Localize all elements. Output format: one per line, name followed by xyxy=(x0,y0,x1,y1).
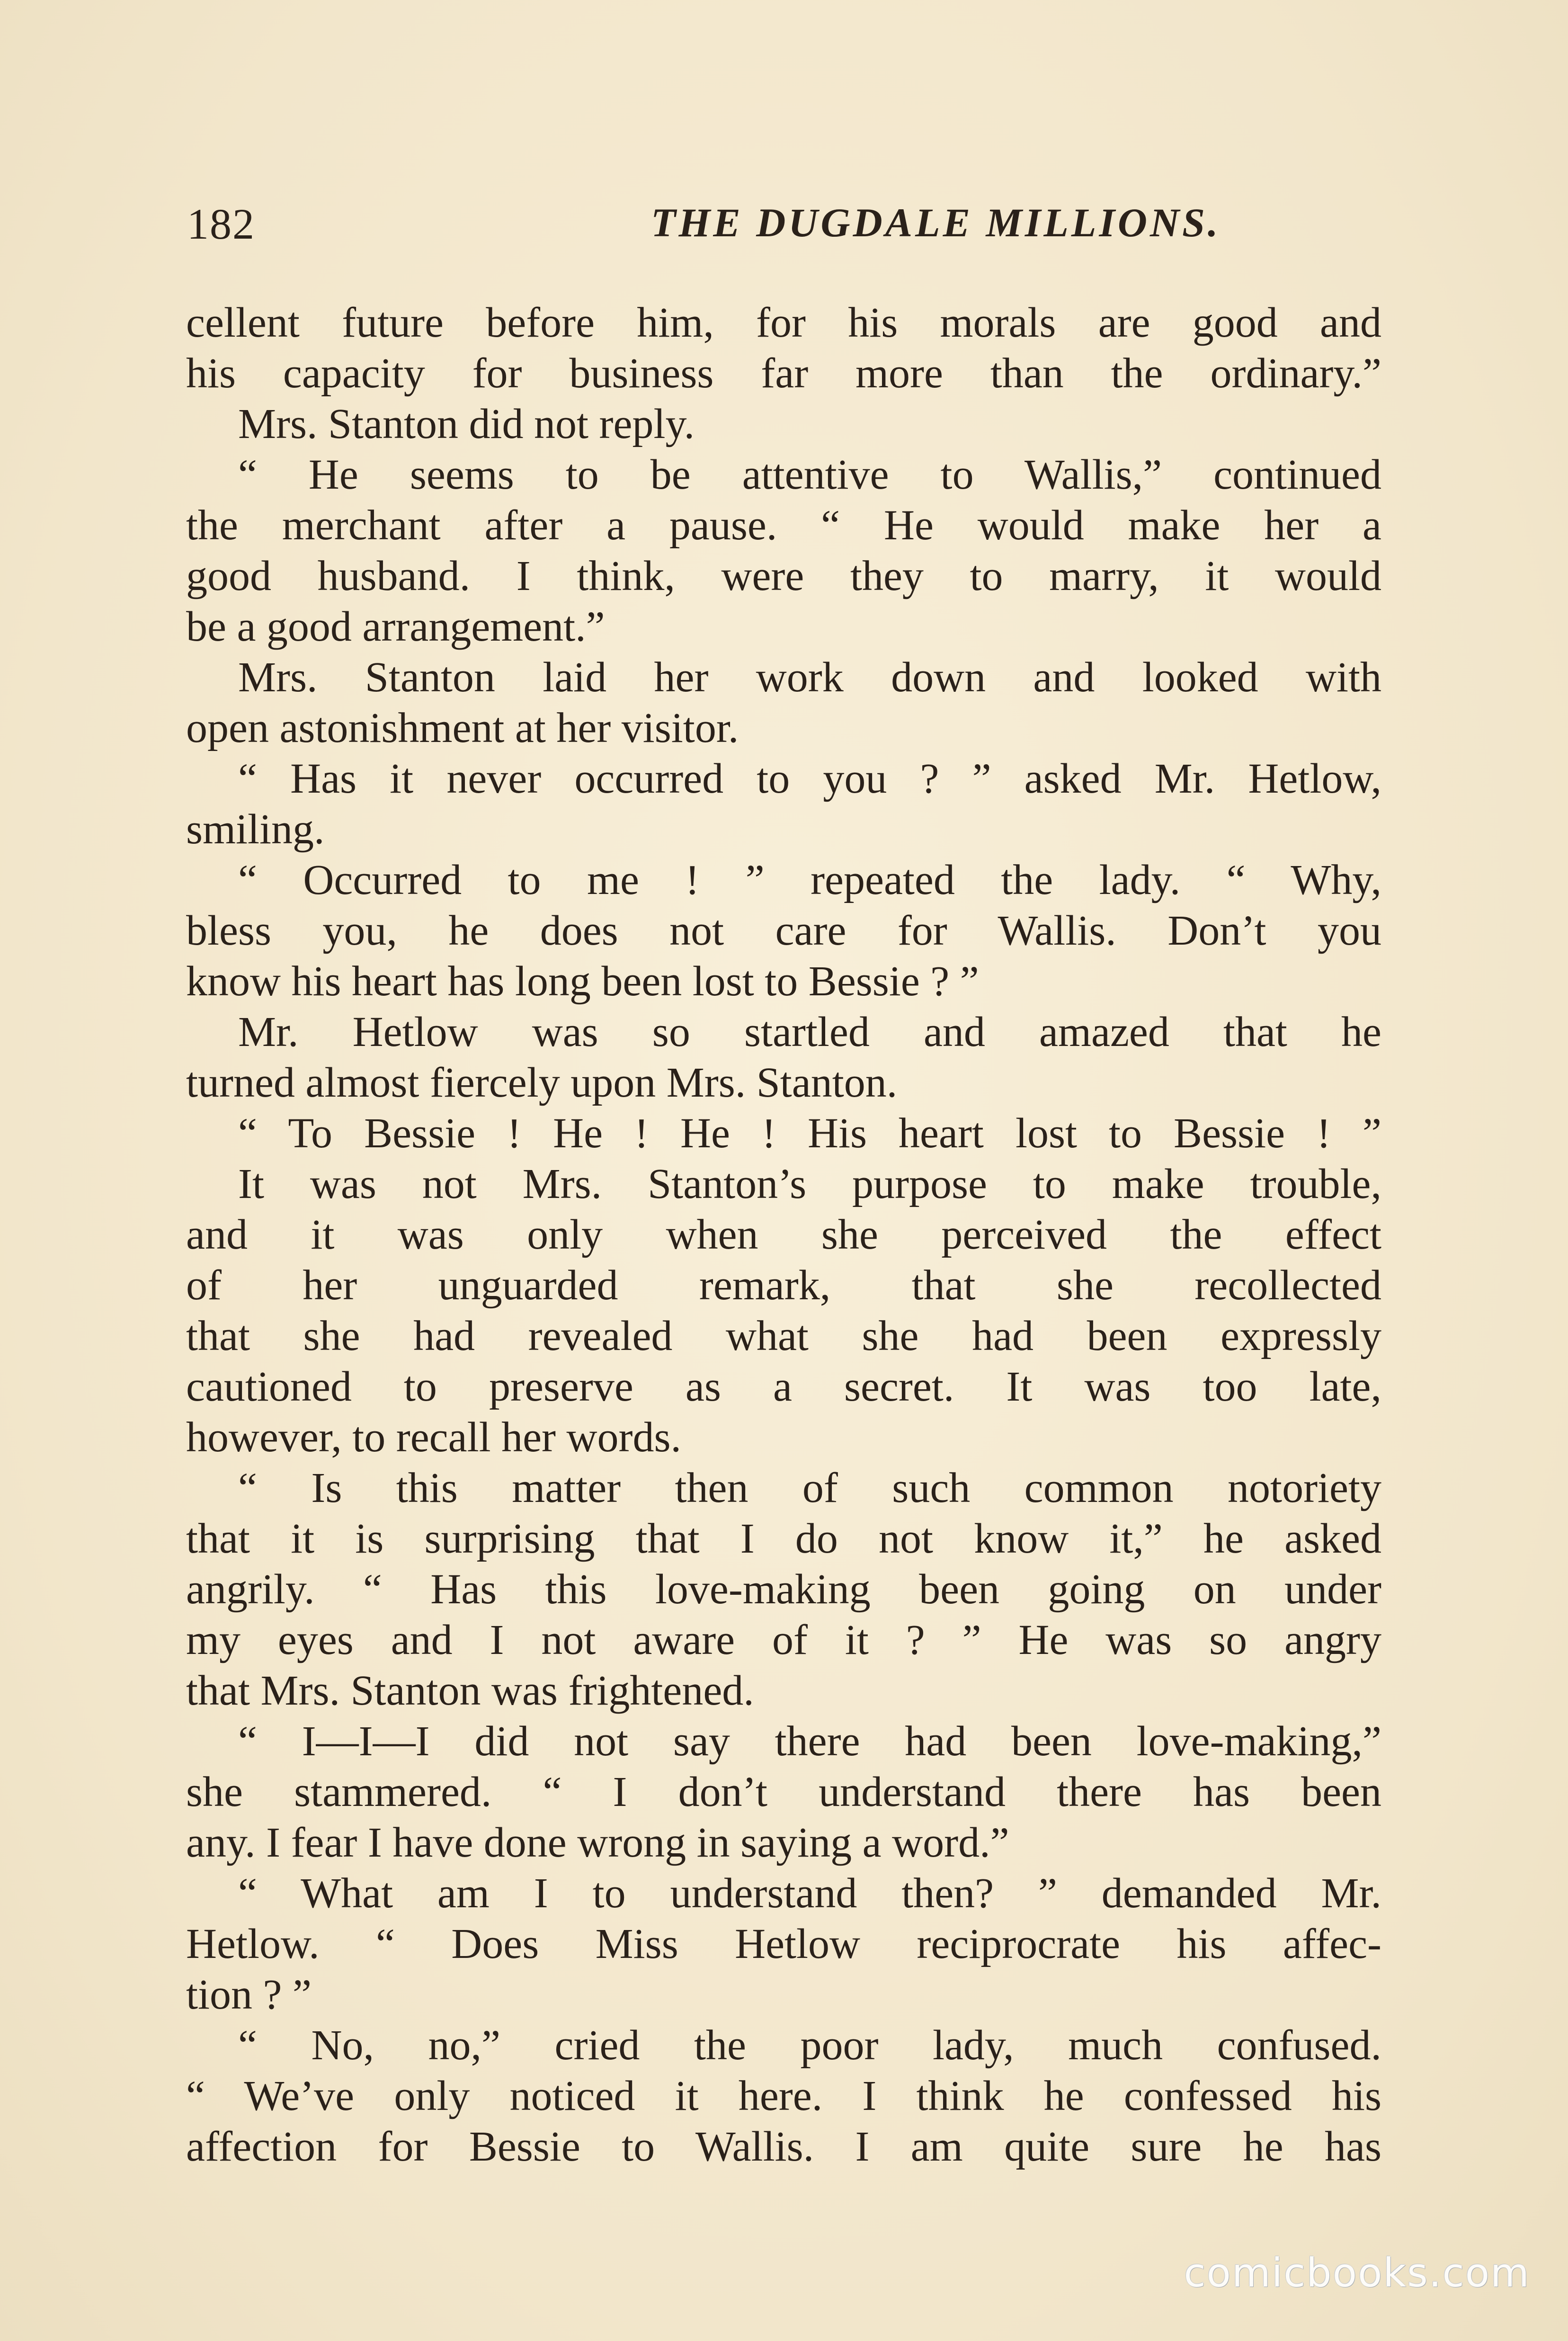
text-line: “ To Bessie ! He ! He ! His heart lost to Bessie ! ” xyxy=(238,1110,1381,1157)
text-line: tion ? ” xyxy=(186,1971,312,2018)
text-line: “ I—I—I did not say there had been love-making,” xyxy=(238,1718,1381,1765)
text-line: that she had revealed what she had been expressly xyxy=(186,1313,1381,1359)
text-line: Mr. Hetlow was so startled and amazed that he xyxy=(238,1009,1381,1055)
text-line: any. I fear I have done wrong in saying a word.” xyxy=(186,1819,1009,1866)
text-line: that Mrs. Stanton was frightened. xyxy=(186,1667,754,1714)
text-line: “ He seems to be attentive to Wallis,” continued xyxy=(238,451,1381,498)
text-line: know his heart has long been lost to Bessie ? ” xyxy=(186,958,979,1005)
page-header xyxy=(187,199,1385,256)
text-line: “ We’ve only noticed it here. I think he confessed his xyxy=(186,2073,1381,2119)
site-watermark: comicbooks.com xyxy=(1184,2250,1530,2296)
text-line: good husband. I think, were they to marry, it would xyxy=(186,553,1381,599)
running-title: THE DUGDALE MILLIONS. xyxy=(651,200,1221,245)
text-line: “ Is this matter then of such common notoriety xyxy=(238,1465,1381,1511)
page-number: 182 xyxy=(187,200,255,248)
text-line: affection for Bessie to Wallis. I am quite sure he has xyxy=(186,2123,1381,2170)
text-line: my eyes and I not aware of it ? ” He was so angry xyxy=(186,1617,1381,1663)
text-line: bless you, he does not care for Wallis. Don’t you xyxy=(186,907,1381,954)
text-line: cellent future before him, for his morals are good and xyxy=(186,299,1381,346)
text-line: It was not Mrs. Stanton’s purpose to make trouble, xyxy=(238,1161,1381,1207)
text-line: cautioned to preserve as a secret. It was too late, xyxy=(186,1363,1381,1410)
text-line: “ Has it never occurred to you ? ” asked Mr. Hetlow, xyxy=(238,755,1381,802)
text-line: “ What am I to understand then? ” demanded Mr. xyxy=(238,1870,1381,1917)
text-line: however, to recall her words. xyxy=(186,1414,681,1461)
text-line: “ Occurred to me ! ” repeated the lady. “ Why, xyxy=(238,857,1381,903)
body-text xyxy=(186,297,1381,2172)
text-line: angrily. “ Has this love-making been going on under xyxy=(186,1566,1381,1613)
text-line: Hetlow. “ Does Miss Hetlow reciprocrate his affec- xyxy=(186,1921,1381,1967)
text-line: of her unguarded remark, that she recollected xyxy=(186,1262,1381,1309)
text-line: and it was only when she perceived the effect xyxy=(186,1211,1381,1258)
text-line: Mrs. Stanton laid her work down and looked with xyxy=(238,654,1381,701)
text-line: that it is surprising that I do not know it,” he asked xyxy=(186,1515,1381,1562)
text-line: the merchant after a pause. “ He would make her a xyxy=(186,502,1381,549)
text-line: “ No, no,” cried the poor lady, much confused. xyxy=(238,2022,1381,2069)
text-line: smiling. xyxy=(186,806,325,853)
text-line: Mrs. Stanton did not reply. xyxy=(238,401,695,447)
text-line: open astonishment at her visitor. xyxy=(186,705,739,751)
text-line: turned almost fiercely upon Mrs. Stanton. xyxy=(186,1059,898,1106)
text-line: be a good arrangement.” xyxy=(186,603,605,650)
text-line: she stammered. “ I don’t understand there has been xyxy=(186,1769,1381,1815)
text-line: his capacity for business far more than the ordinary.” xyxy=(186,350,1381,397)
